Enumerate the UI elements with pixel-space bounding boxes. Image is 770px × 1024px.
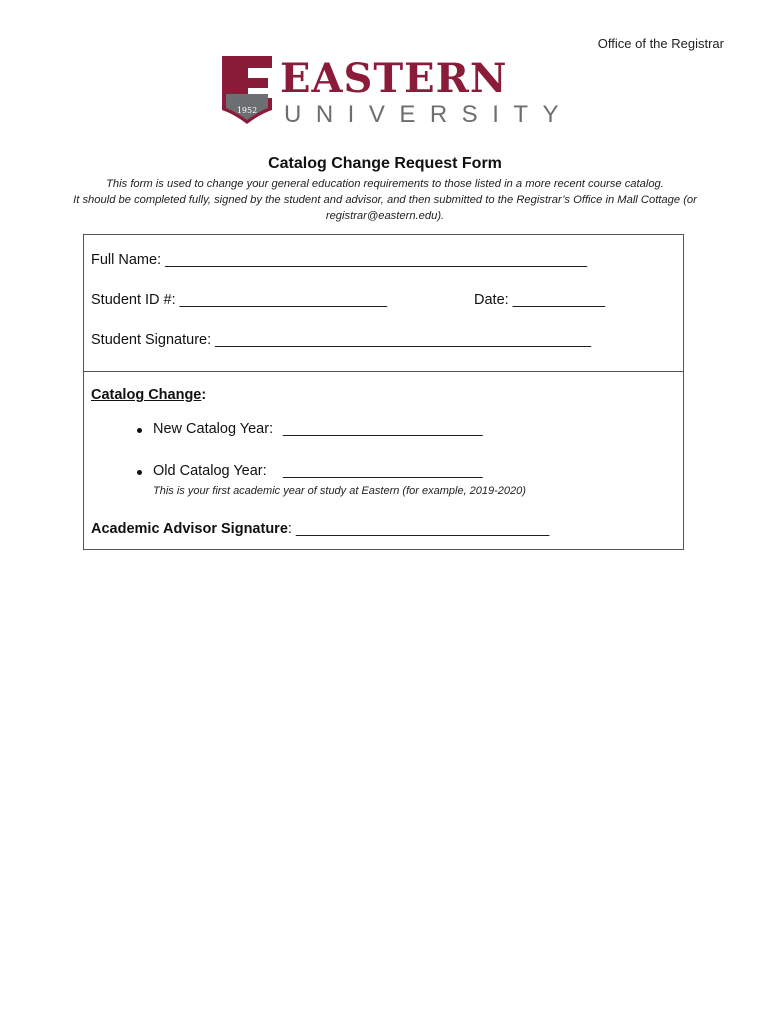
logo-seal-text: 1952 [236,106,258,115]
catalog-change-colon: : [201,387,207,403]
old-catalog-row [153,463,267,479]
date-row [474,292,605,308]
advisor-signature-row [91,521,549,537]
bullet-icon [137,470,142,475]
eastern-university-logo [220,54,574,128]
logo-name-university: UNIVERSITY [284,101,574,128]
full-name-label: Full Name: [91,252,166,268]
form-title: Catalog Change Request Form [268,155,502,172]
new-catalog-line-wrap [283,421,482,437]
old-catalog-field[interactable]: __________________________ [283,463,483,479]
old-catalog-label: Old Catalog Year: [153,463,267,479]
new-catalog-field[interactable]: __________________________ [283,421,483,437]
bullet-icon [137,428,142,433]
student-id-label: Student ID #: [91,292,180,308]
new-catalog-label: New Catalog Year: [153,421,274,437]
form-box [83,234,684,550]
intro-line-2: It should be completed fully, signed by the student and advisor, and then submitted to the Registrar’s Office in Mall Cottage (or [73,194,697,206]
full-name-field[interactable]: _______________________________________________________ [165,252,587,268]
advisor-signature-field[interactable]: _________________________________ [295,521,549,537]
new-catalog-row [153,421,273,437]
student-id-row [91,292,387,308]
intro-line-3: registrar@eastern.edu). [325,210,445,222]
old-catalog-line-wrap [283,463,482,479]
form-divider [84,371,683,372]
logo-e-mark [222,56,272,124]
full-name-row [91,252,587,268]
catalog-change-heading: Catalog Change [91,387,202,403]
logo-name-eastern: EASTERN [280,55,508,102]
date-label: Date: [474,292,513,308]
form-intro [50,176,720,224]
student-signature-row [91,332,591,348]
intro-line-1: This form is used to change your general education requirements to those listed in a more recent course catalog. [106,178,664,190]
advisor-signature-colon: : [287,521,296,537]
student-signature-field[interactable]: _________________________________________________ [215,332,591,348]
office-label: Office of the Registrar [597,36,724,51]
catalog-change-heading-row [91,387,206,403]
date-field[interactable]: ____________ [512,292,605,308]
student-id-field[interactable]: ___________________________ [179,292,387,308]
student-signature-label: Student Signature: [91,332,216,348]
old-catalog-note: This is your first academic year of study at Eastern (for example, 2019-2020) [153,485,526,497]
advisor-signature-label: Academic Advisor Signature [91,521,288,537]
